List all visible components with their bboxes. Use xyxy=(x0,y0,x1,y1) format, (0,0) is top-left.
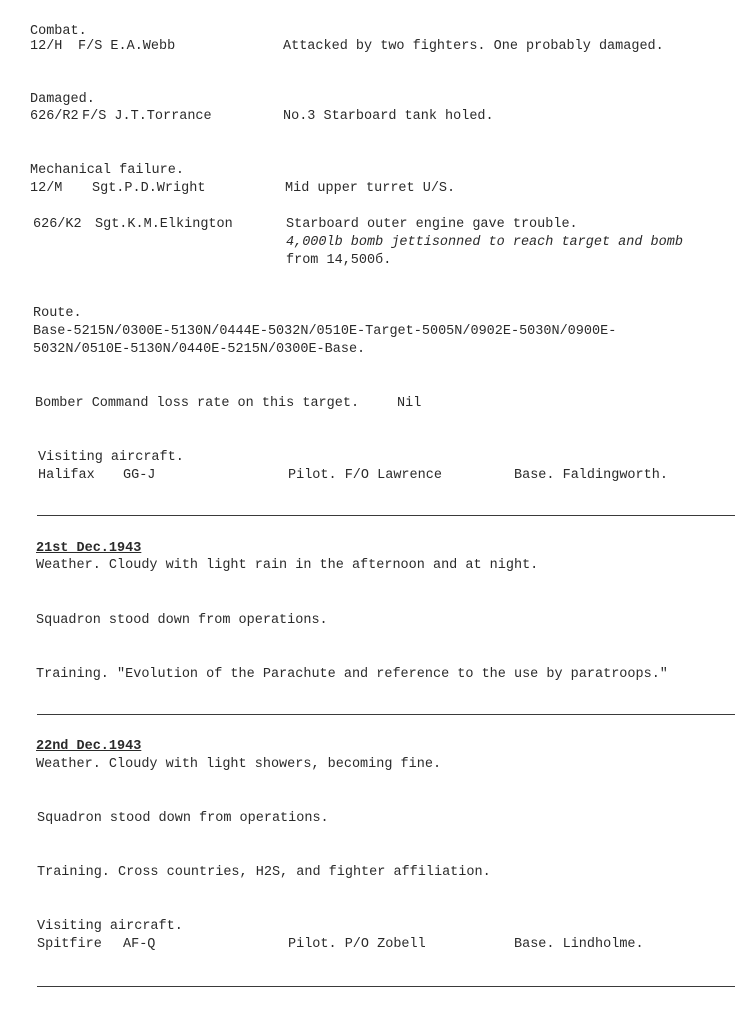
visiting-heading: Visiting aircraft. xyxy=(38,450,184,465)
mechanical-crew-2: Sgt.K.M.Elkington xyxy=(95,217,233,232)
date-heading-21: 21st Dec.1943 xyxy=(36,541,142,556)
operations-22: Squadron stood down from operations. xyxy=(37,811,329,826)
section-divider xyxy=(37,714,735,715)
training-22: Training. Cross countries, H2S, and fighter affiliation. xyxy=(37,865,491,880)
damaged-note: No.3 Starboard tank holed. xyxy=(283,109,494,124)
weather-22: Weather. Cloudy with light showers, becoming fine. xyxy=(36,757,442,772)
damaged-heading: Damaged. xyxy=(30,92,95,107)
combat-heading: Combat. xyxy=(30,24,87,39)
visiting-code-22: AF-Q xyxy=(123,937,156,952)
mechanical-note-1: Mid upper turret U/S. xyxy=(285,181,456,196)
mechanical-aircraft-2: 626/K2 xyxy=(33,217,82,232)
section-divider xyxy=(37,515,735,516)
damaged-crew: F/S J.T.Torrance xyxy=(82,109,212,124)
combat-crew: F/S E.A.Webb xyxy=(78,39,176,54)
route-line-1: Base-5215N/0300E-5130N/0444E-5032N/0510E-Target-5005N/0902E-5030N/0900E- xyxy=(33,324,617,339)
section-divider xyxy=(37,986,735,987)
visiting-code: GG-J xyxy=(123,468,156,483)
operations-21: Squadron stood down from operations. xyxy=(36,613,328,628)
training-21: Training. "Evolution of the Parachute and reference to the use by paratroops." xyxy=(36,667,668,682)
visiting-heading-22: Visiting aircraft. xyxy=(37,919,183,934)
combat-note: Attacked by two fighters. One probably damaged. xyxy=(283,39,664,54)
visiting-pilot: Pilot. F/O Lawrence xyxy=(288,468,442,483)
combat-aircraft: 12/H xyxy=(30,39,63,54)
visiting-type-22: Spitfire xyxy=(37,937,102,952)
visiting-pilot-22: Pilot. P/O Zobell xyxy=(288,937,426,952)
mechanical-note-2-line3: from 14,500б. xyxy=(286,253,392,268)
mechanical-note-2-line2: 4,000lb bomb jettisonned to reach target and bomb xyxy=(286,235,683,250)
visiting-base-22: Base. Lindholme. xyxy=(514,937,644,952)
damaged-aircraft: 626/R2 xyxy=(30,109,79,124)
mechanical-heading: Mechanical failure. xyxy=(30,163,184,178)
route-heading: Route. xyxy=(33,306,82,321)
weather-21: Weather. Cloudy with light rain in the afternoon and at night. xyxy=(36,558,539,573)
loss-rate-value: Nil xyxy=(397,396,422,411)
mechanical-note-2: Starboard outer engine gave trouble. xyxy=(286,217,578,232)
route-line-2: 5032N/0510E-5130N/0440E-5215N/0300E-Base. xyxy=(33,342,366,357)
visiting-type: Halifax xyxy=(38,468,95,483)
loss-rate-label: Bomber Command loss rate on this target. xyxy=(35,396,360,411)
date-heading-22: 22nd Dec.1943 xyxy=(36,739,142,754)
visiting-base: Base. Faldingworth. xyxy=(514,468,668,483)
mechanical-crew-1: Sgt.P.D.Wright xyxy=(92,181,206,196)
mechanical-aircraft-1: 12/M xyxy=(30,181,63,196)
